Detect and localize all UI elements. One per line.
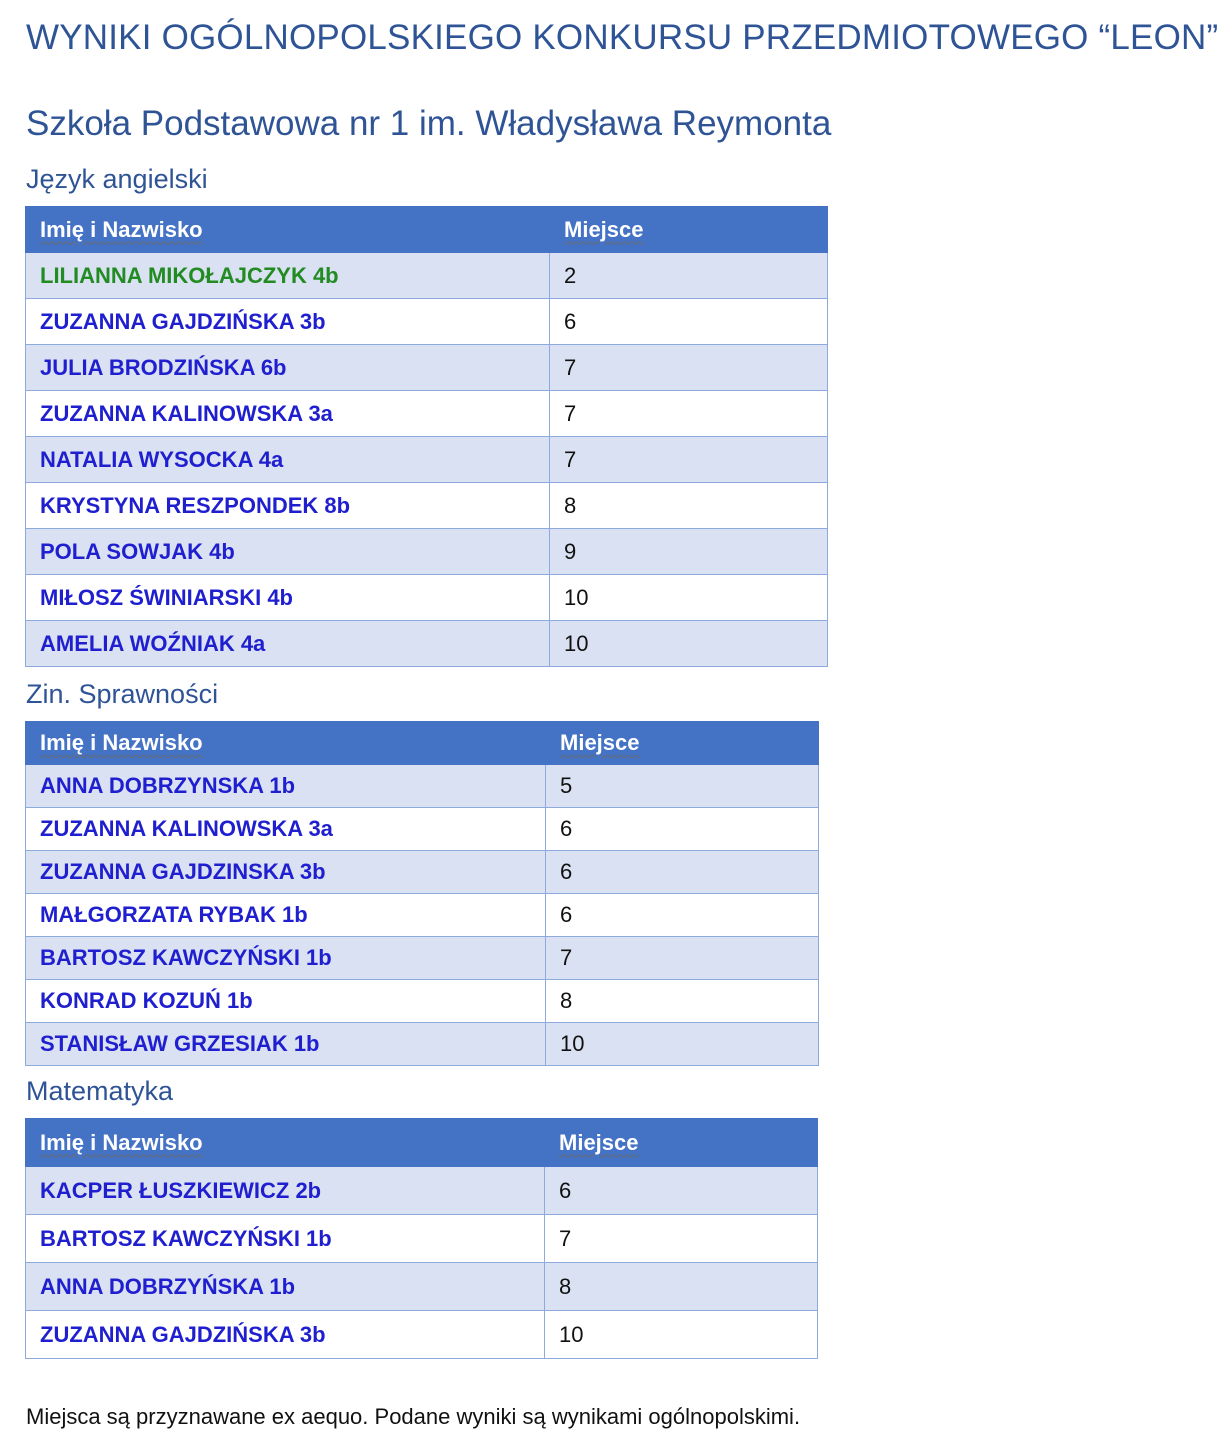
participant-name: NATALIA WYSOCKA 4a [26,437,550,483]
participant-name: KACPER ŁUSZKIEWICZ 2b [26,1167,545,1215]
placement-value: 6 [546,808,819,851]
participant-name: POLA SOWJAK 4b [26,529,550,575]
section-heading-english: Język angielski [26,164,208,194]
placement-value: 5 [546,765,819,808]
footer-note: Miejsca są przyznawane ex aequo. Podane wyniki są wynikami ogólnopolskimi. [26,1404,801,1429]
table-row [26,253,828,299]
placement-value: 7 [550,391,828,437]
placement-value: 8 [546,980,819,1023]
column-header-place: Miejsce [545,1119,818,1167]
column-header-name: Imię i Nazwisko [26,1119,545,1167]
placement-value: 8 [545,1263,818,1311]
table-row [26,1311,818,1359]
school-name: Szkoła Podstawowa nr 1 im. Władysława Reymonta [26,104,832,143]
participant-name: AMELIA WOŹNIAK 4a [26,621,550,667]
placement-value: 10 [550,621,828,667]
table-row [26,937,819,980]
results-table-math [25,1118,818,1359]
participant-name: ANNA DOBRZYŃSKA 1b [26,1263,545,1311]
column-header-name: Imię i Nazwisko [26,722,546,765]
table-row [26,483,828,529]
participant-name: BARTOSZ KAWCZYŃSKI 1b [26,937,546,980]
table-row [26,765,819,808]
table-header-row [26,1119,818,1167]
participant-name: ZUZANNA KALINOWSKA 3a [26,391,550,437]
placement-value: 7 [546,937,819,980]
table-row [26,391,828,437]
table-row [26,851,819,894]
table-row [26,894,819,937]
column-header-name: Imię i Nazwisko [26,207,550,253]
placement-value: 6 [545,1167,818,1215]
placement-value: 6 [546,894,819,937]
table-row [26,529,828,575]
table-row [26,1167,818,1215]
participant-name: KRYSTYNA RESZPONDEK 8b [26,483,550,529]
participant-name: STANISŁAW GRZESIAK 1b [26,1023,546,1066]
placement-value: 10 [546,1023,819,1066]
table-header-row [26,207,828,253]
column-header-place: Miejsce [546,722,819,765]
table-row [26,1023,819,1066]
column-header-place: Miejsce [550,207,828,253]
placement-value: 8 [550,483,828,529]
placement-value: 6 [546,851,819,894]
table-row [26,575,828,621]
placement-value: 10 [550,575,828,621]
participant-name: KONRAD KOZUŃ 1b [26,980,546,1023]
participant-name: JULIA BRODZIŃSKA 6b [26,345,550,391]
placement-value: 10 [545,1311,818,1359]
table-row [26,980,819,1023]
participant-name: MIŁOSZ ŚWINIARSKI 4b [26,575,550,621]
participant-name: MAŁGORZATA RYBAK 1b [26,894,546,937]
table-header-row [26,722,819,765]
participant-name: ZUZANNA GAJDZIŃSKA 3b [26,299,550,345]
participant-name: ZUZANNA KALINOWSKA 3a [26,808,546,851]
participant-name: ZUZANNA GAJDZIŃSKA 3b [26,1311,545,1359]
placement-value: 2 [550,253,828,299]
section-heading-math: Matematyka [26,1076,174,1106]
participant-name: LILIANNA MIKOŁAJCZYK 4b [26,253,550,299]
participant-name: ZUZANNA GAJDZINSKA 3b [26,851,546,894]
placement-value: 6 [550,299,828,345]
document-title: WYNIKI OGÓLNOPOLSKIEGO KONKURSU PRZEDMIOTOWEGO “LEON” [26,18,1219,57]
table-row [26,437,828,483]
participant-name: BARTOSZ KAWCZYŃSKI 1b [26,1215,545,1263]
results-table-english [25,206,828,667]
placement-value: 7 [545,1215,818,1263]
results-table-skills [25,721,819,1066]
section-heading-skills: Zin. Sprawności [26,679,219,709]
placement-value: 7 [550,345,828,391]
table-row [26,345,828,391]
table-row [26,1263,818,1311]
table-row [26,299,828,345]
placement-value: 7 [550,437,828,483]
participant-name: ANNA DOBRZYNSKA 1b [26,765,546,808]
table-row [26,621,828,667]
table-row [26,1215,818,1263]
placement-value: 9 [550,529,828,575]
table-row [26,808,819,851]
